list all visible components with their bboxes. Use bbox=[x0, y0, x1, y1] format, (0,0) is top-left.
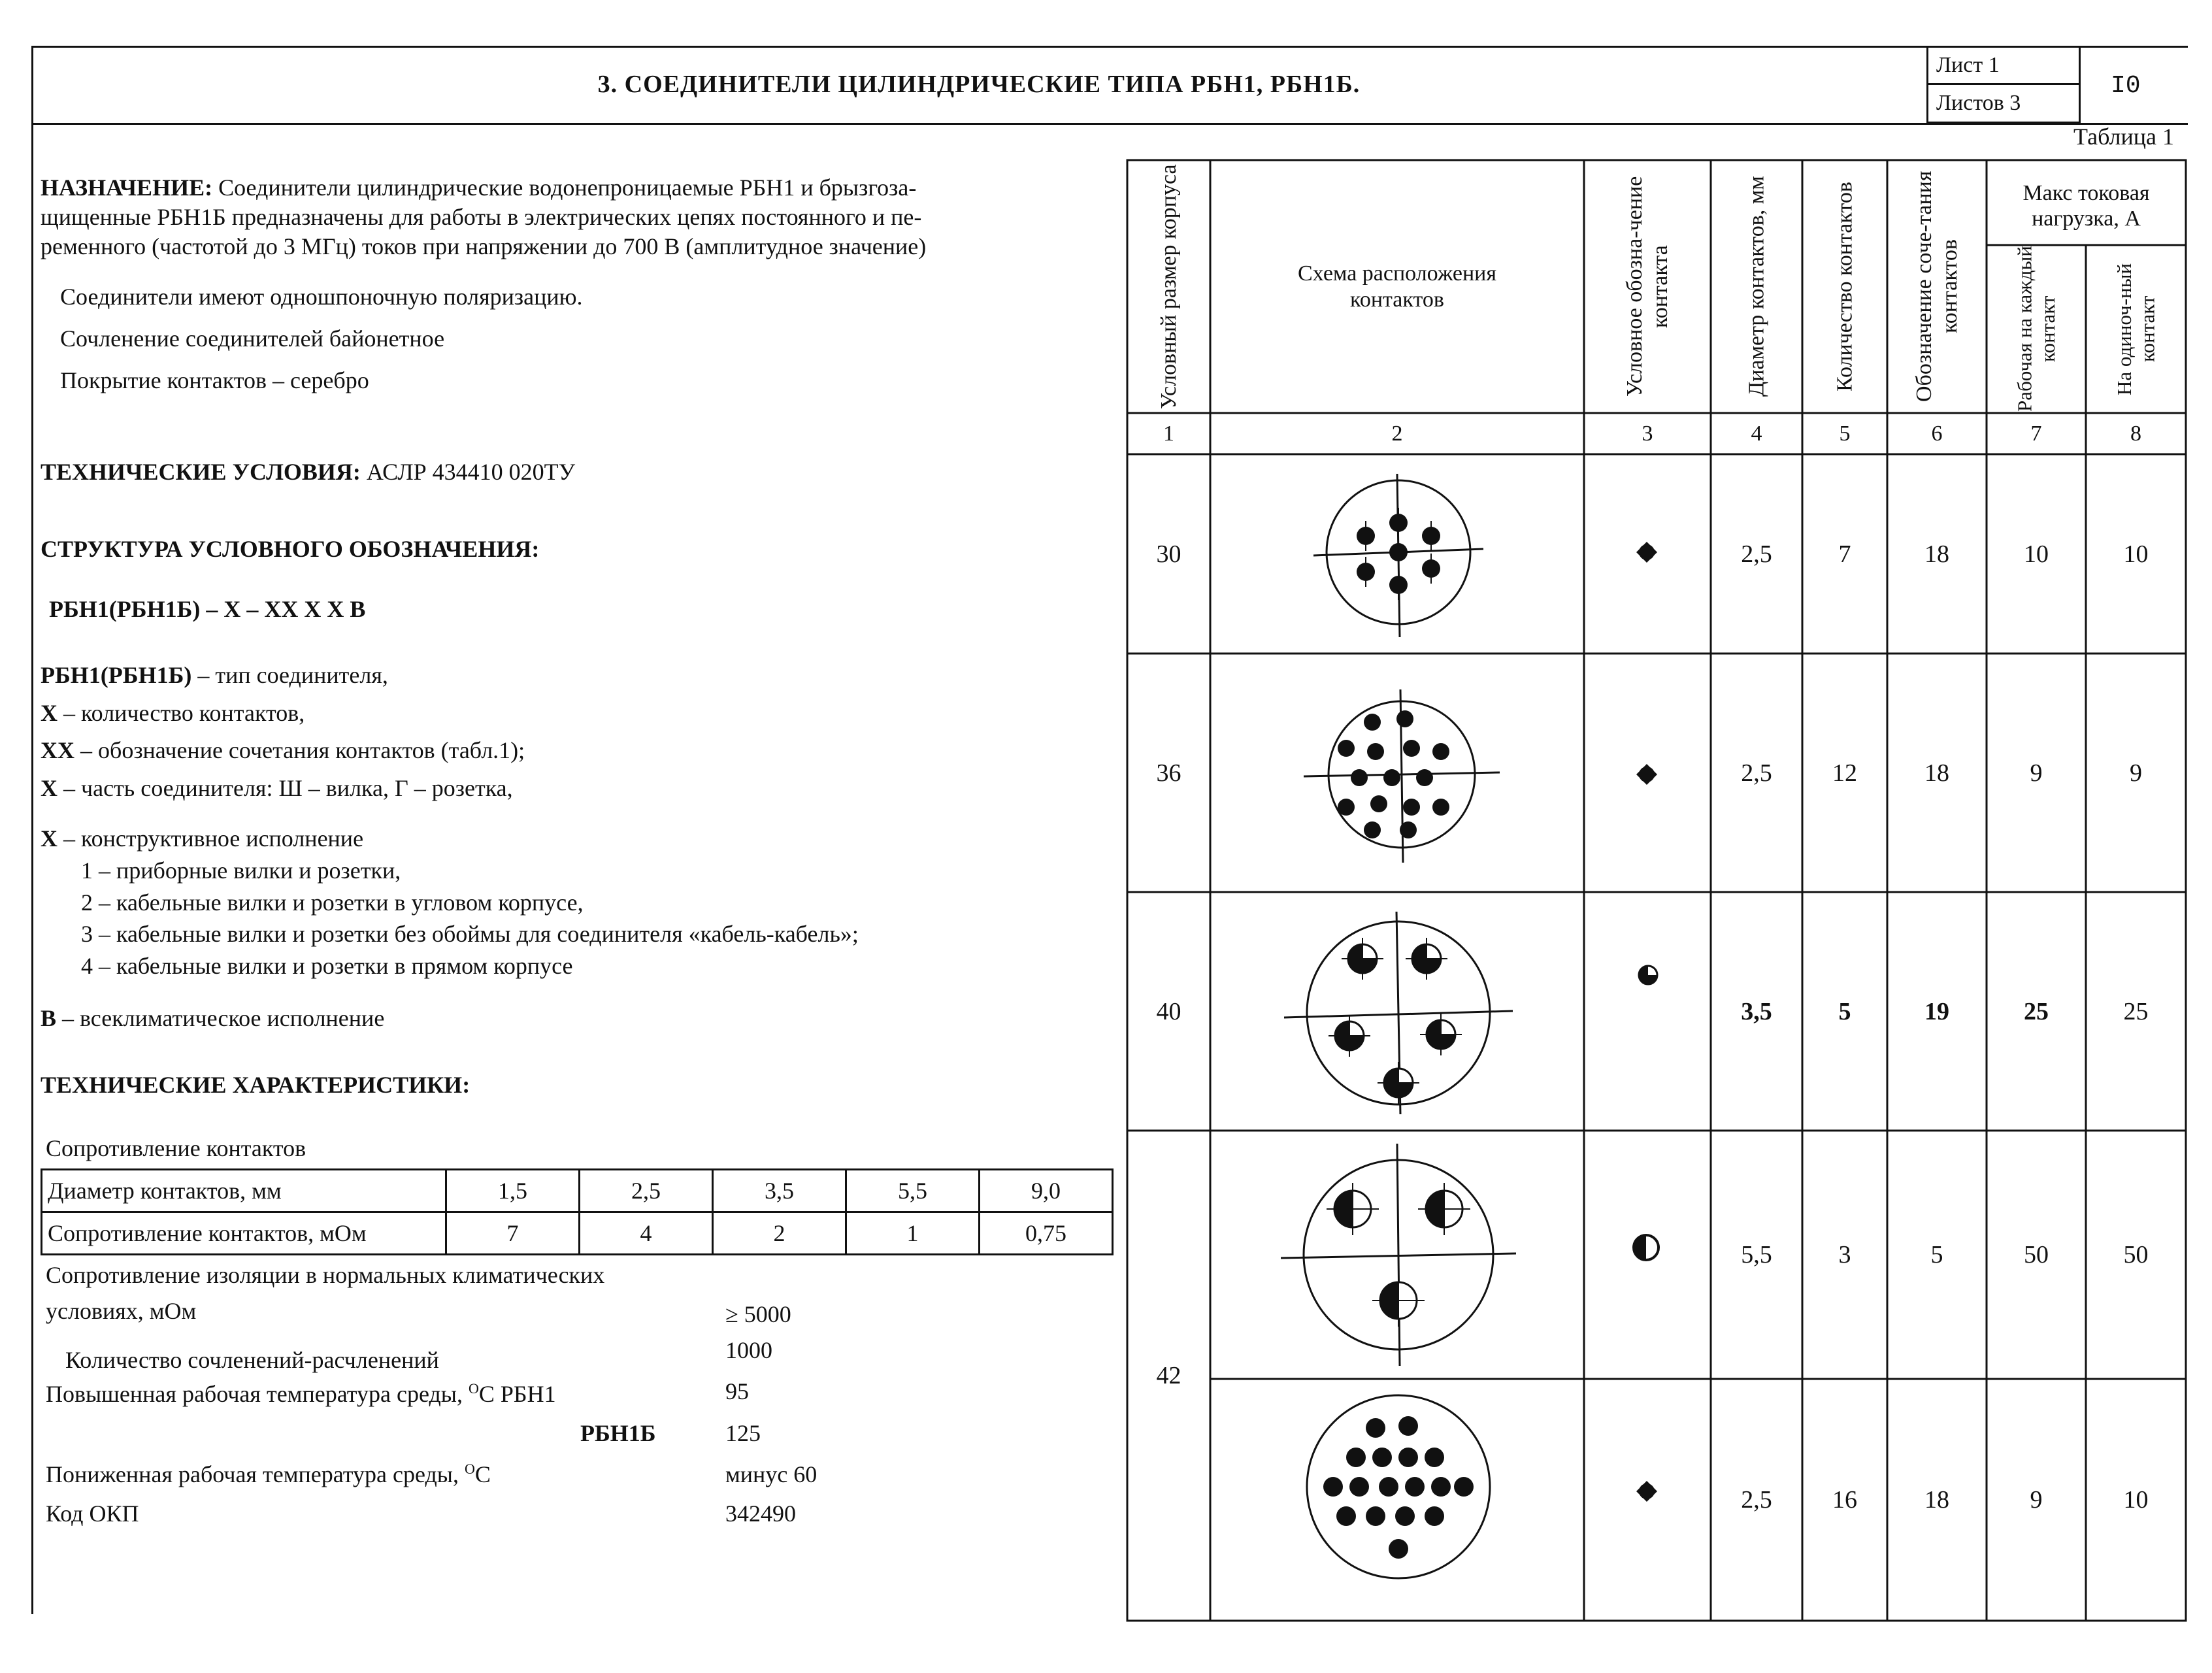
header-size: Условный размер корпуса bbox=[1156, 164, 1181, 409]
count-cell: 3 bbox=[1838, 1241, 1851, 1268]
row-label: Диаметр контактов, мм bbox=[42, 1170, 446, 1212]
table-caption: Таблица 1 bbox=[2073, 124, 2174, 150]
header-max-load: Макс токовая нагрузка, А bbox=[2022, 180, 2150, 231]
structure-heading: СТРУКТУРА УСЛОВНОГО ОБОЗНАЧЕНИЯ: bbox=[41, 536, 540, 562]
cell: 1,5 bbox=[446, 1170, 580, 1212]
row-label: Сопротивление контактов, мОм bbox=[42, 1212, 446, 1255]
layout-diagram-40 bbox=[1284, 912, 1513, 1114]
header-work-load: Рабочая на каждый контакт bbox=[2013, 246, 2059, 412]
header-combination: Обозначение соче-тания контактов bbox=[1911, 171, 1962, 403]
combination-cell: 18 bbox=[1924, 759, 1949, 787]
work-load-cell: 9 bbox=[2030, 759, 2043, 787]
contact-symbol-icon bbox=[1634, 1478, 1660, 1504]
high-temp-label-rbn1b: РБН1Б bbox=[580, 1420, 656, 1446]
size-cell: 40 bbox=[1156, 997, 1181, 1025]
count-cell: 12 bbox=[1832, 759, 1857, 787]
col-number: 2 bbox=[1391, 421, 1403, 446]
count-cell: 7 bbox=[1838, 540, 1851, 568]
contact-symbol-icon bbox=[1634, 539, 1660, 565]
page-number: I0 bbox=[2111, 72, 2141, 100]
insulation-value: ≥ 5000 bbox=[725, 1301, 791, 1327]
size-cell: 36 bbox=[1156, 759, 1181, 787]
item-text: – всеклиматическое исполнение bbox=[56, 1005, 385, 1032]
cell: 4 bbox=[580, 1212, 713, 1255]
item-text: – конструктивное исполнение bbox=[58, 825, 364, 852]
cycles-value: 1000 bbox=[725, 1337, 772, 1363]
diameter-cell: 2,5 bbox=[1741, 540, 1772, 568]
variant-2: 2 – кабельные вилки и розетки в угловом корпусе, bbox=[81, 889, 584, 916]
layout-diagram-30 bbox=[1307, 467, 1490, 644]
cell: 7 bbox=[446, 1212, 580, 1255]
high-temp-value-rbn1b: 125 bbox=[725, 1420, 761, 1446]
header-diameter: Диаметр контактов, мм bbox=[1744, 176, 1769, 397]
contact-symbol-half-icon bbox=[1635, 962, 1661, 988]
coating-note: Покрытие контактов – серебро bbox=[60, 367, 369, 394]
insulation-label-2: условиях, мОм bbox=[46, 1298, 197, 1324]
item-text: – тип соединителя, bbox=[191, 662, 388, 688]
item-key: Х bbox=[41, 699, 58, 726]
low-temp-label: Пониженная рабочая температура среды, $^О$С bbox=[46, 1461, 491, 1487]
single-load-cell: 10 bbox=[2123, 540, 2149, 568]
layout-diagram-36 bbox=[1297, 680, 1506, 869]
coupling-note: Сочленение соединителей байонетное bbox=[60, 325, 445, 352]
tech-conditions-value: АСЛР 434410 020ТУ bbox=[360, 459, 576, 485]
count-cell: 16 bbox=[1832, 1486, 1857, 1514]
variant-3: 3 – кабельные вилки и розетки без обоймы для соединителя «кабель-кабель»; bbox=[81, 921, 859, 948]
insulation-label-1: Сопротивление изоляции в нормальных климатических bbox=[46, 1262, 605, 1288]
cell: 1 bbox=[846, 1212, 980, 1255]
cell: 3,5 bbox=[713, 1170, 846, 1212]
purpose-text-2: щищенные РБН1Б предназначены для работы в электрических цепях постоянного и пе- bbox=[41, 204, 922, 230]
col-number: 5 bbox=[1839, 421, 1851, 446]
contact-symbol-half-icon bbox=[1630, 1232, 1662, 1263]
characteristics-heading: ТЕХНИЧЕСКИЕ ХАРАКТЕРИСТИКИ: bbox=[41, 1072, 470, 1098]
header-single-load: На одиноч-ный контакт bbox=[2112, 263, 2159, 395]
purpose-text-3: ременного (частотой до 3 МГц) токов при напряжении до 700 В (амплитудное значение) bbox=[41, 233, 927, 259]
col-number: 1 bbox=[1163, 421, 1174, 446]
purpose-label: НАЗНАЧЕНИЕ: bbox=[41, 174, 213, 201]
work-load-cell: 9 bbox=[2030, 1486, 2043, 1514]
layout-diagram-42b bbox=[1300, 1392, 1496, 1582]
diameter-cell: 2,5 bbox=[1741, 1486, 1772, 1514]
sheet-count: Листов 3 bbox=[1926, 83, 2081, 124]
cell: 2 bbox=[713, 1212, 846, 1255]
combination-cell: 5 bbox=[1930, 1241, 1943, 1268]
combination-cell: 18 bbox=[1924, 1486, 1949, 1514]
col-number: 6 bbox=[1931, 421, 1943, 446]
polarization-note: Соединители имеют одношпоночную поляризацию. bbox=[60, 284, 583, 310]
item-key: РБН1(РБН1Б) bbox=[41, 662, 192, 688]
single-load-cell: 10 bbox=[2123, 1486, 2149, 1514]
single-load-cell: 9 bbox=[2130, 759, 2142, 787]
purpose-text-1: Соединители цилиндрические водонепроницаемые РБН1 и брызгоза- bbox=[212, 174, 917, 201]
single-load-cell: 50 bbox=[2123, 1241, 2149, 1268]
high-temp-value-rbn1: 95 bbox=[725, 1378, 749, 1404]
col-number: 4 bbox=[1751, 421, 1762, 446]
half-filled-contacts bbox=[1329, 938, 1462, 1104]
work-load-cell: 10 bbox=[2024, 540, 2049, 568]
page-title: 3. СОЕДИНИТЕЛИ ЦИЛИНДРИЧЕСКИЕ ТИПА РБН1, РБН1Б. bbox=[597, 71, 1361, 98]
variant-4: 4 – кабельные вилки и розетки в прямом корпусе bbox=[81, 952, 573, 979]
diameter-cell: 2,5 bbox=[1741, 759, 1772, 787]
work-load-cell: 50 bbox=[2024, 1241, 2049, 1268]
item-key: ХХ bbox=[41, 737, 74, 764]
col-number: 3 bbox=[1642, 421, 1653, 446]
tech-conditions-label: ТЕХНИЧЕСКИЕ УСЛОВИЯ: bbox=[41, 459, 361, 485]
sheet-number: Лист 1 bbox=[1926, 46, 2081, 85]
item-key: Х bbox=[41, 774, 58, 801]
size-cell: 30 bbox=[1156, 540, 1181, 568]
okp-value: 342490 bbox=[725, 1500, 796, 1527]
item-text: – обозначение сочетания контактов (табл.1); bbox=[74, 737, 525, 764]
cell: 0,75 bbox=[980, 1212, 1113, 1255]
contact-symbol-icon bbox=[1634, 761, 1660, 787]
col-number: 7 bbox=[2030, 421, 2042, 446]
high-temp-label: Повышенная рабочая температура среды, $^О$С РБН1 bbox=[46, 1380, 556, 1407]
combination-cell: 19 bbox=[1924, 997, 1949, 1025]
structure-code: РБН1(РБН1Б) – Х – ХХ Х Х В bbox=[49, 596, 366, 622]
combination-cell: 18 bbox=[1924, 540, 1949, 568]
layout-diagram-42a bbox=[1281, 1144, 1516, 1366]
work-load-cell: 25 bbox=[2024, 997, 2049, 1025]
single-load-cell: 25 bbox=[2123, 997, 2149, 1025]
count-cell: 5 bbox=[1838, 997, 1851, 1025]
item-text: – часть соединителя: Ш – вилка, Г – розетка, bbox=[58, 774, 513, 801]
size-cell: 42 bbox=[1156, 1362, 1181, 1389]
cell: 9,0 bbox=[980, 1170, 1113, 1212]
variant-1: 1 – приборные вилки и розетки, bbox=[81, 857, 401, 884]
col-number: 8 bbox=[2130, 421, 2141, 446]
header-count: Количество контактов bbox=[1832, 182, 1857, 391]
header-layout: Схема расположения контактов bbox=[1297, 261, 1496, 312]
diameter-cell: 5,5 bbox=[1741, 1241, 1772, 1268]
cell: 5,5 bbox=[846, 1170, 980, 1212]
item-key: В bbox=[41, 1005, 57, 1032]
okp-label: Код ОКП bbox=[46, 1500, 139, 1527]
item-key: Х bbox=[41, 825, 58, 852]
diameter-cell: 3,5 bbox=[1741, 997, 1772, 1025]
header-contact-symbol: Условное обозна-чение контакта bbox=[1622, 176, 1672, 397]
resistance-caption: Сопротивление контактов bbox=[46, 1135, 306, 1161]
item-text: – количество контактов, bbox=[58, 699, 305, 726]
cell: 2,5 bbox=[580, 1170, 713, 1212]
low-temp-value: минус 60 bbox=[725, 1461, 817, 1487]
cycles-label: Количество сочленений-расчленений bbox=[65, 1347, 439, 1373]
